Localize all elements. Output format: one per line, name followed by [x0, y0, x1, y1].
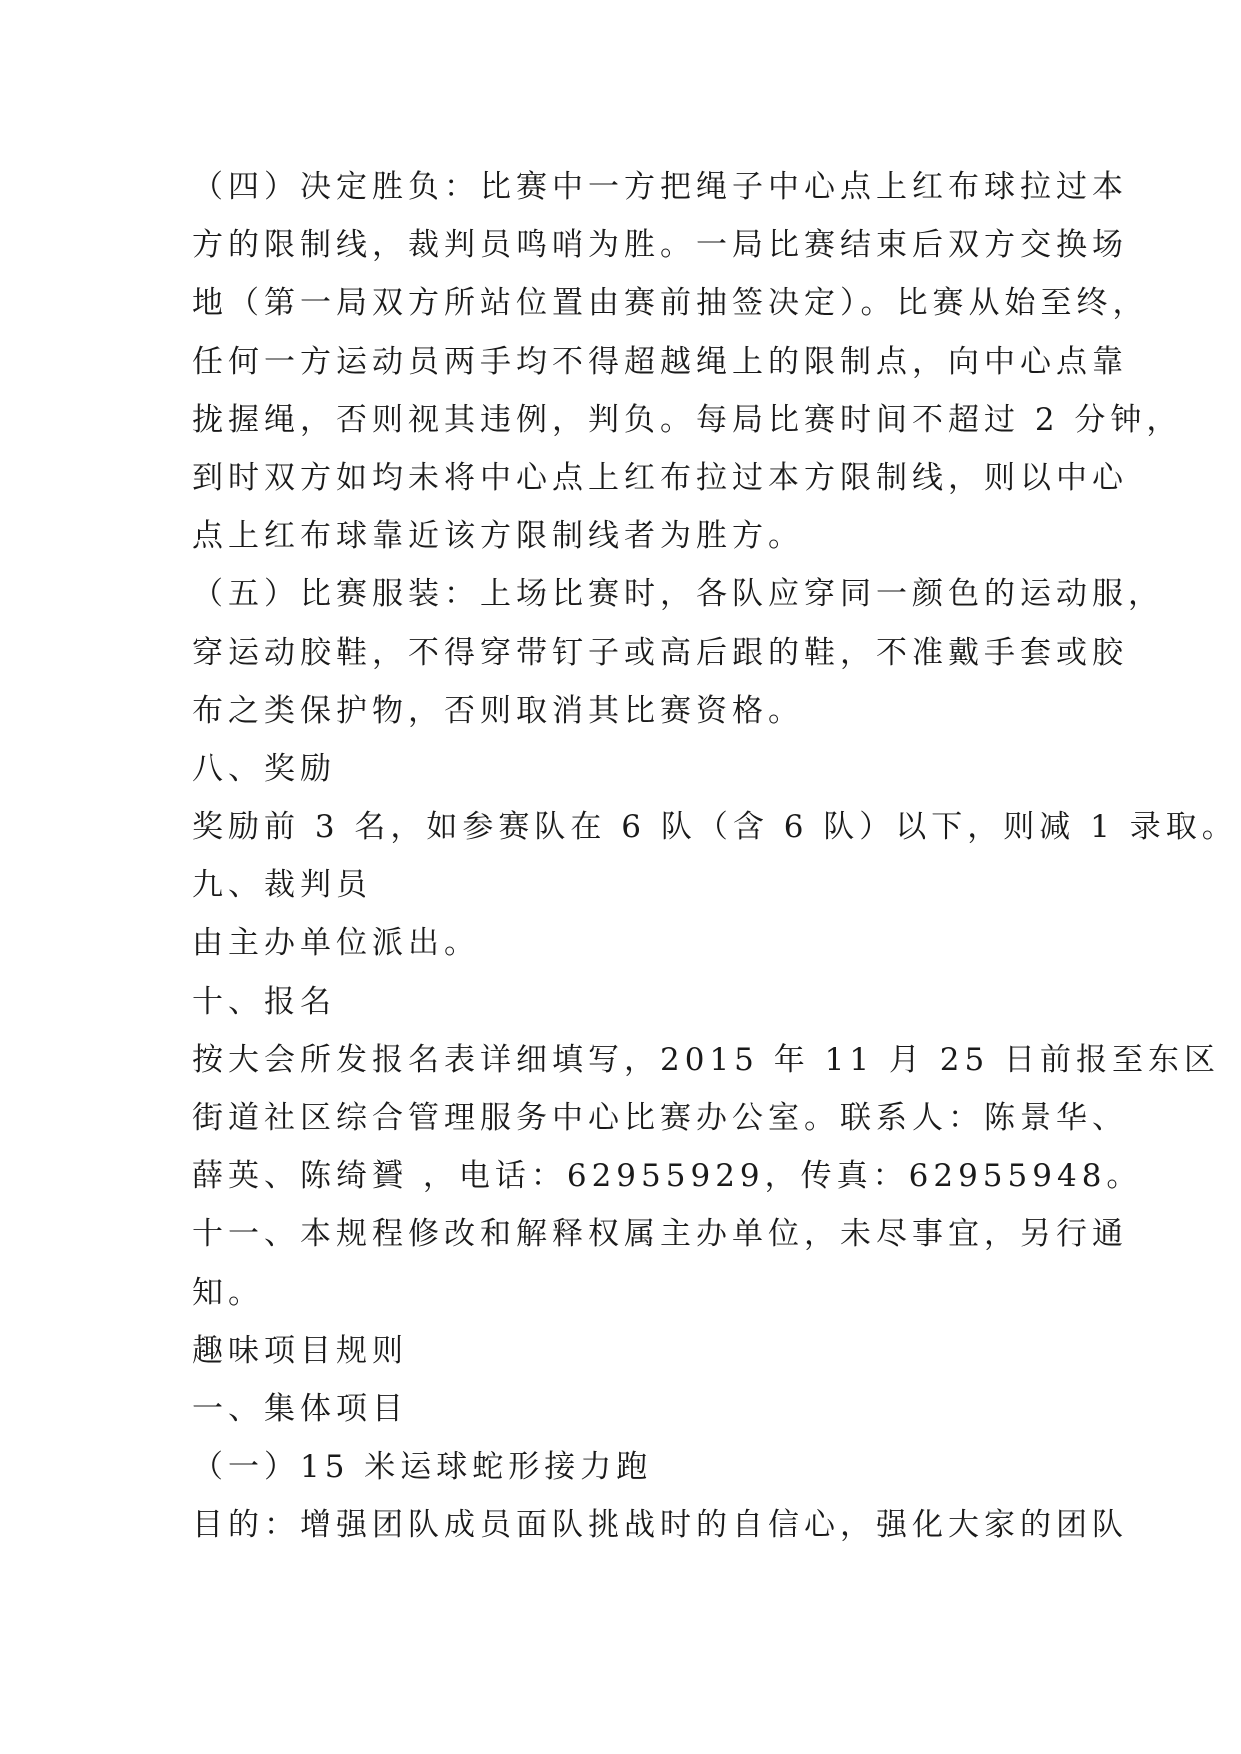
text-line: 穿运动胶鞋，不得穿带钉子或高后跟的鞋，不准戴手套或胶 — [192, 634, 1128, 671]
text-line: 方的限制线，裁判员鸣哨为胜。一局比赛结束后双方交换场 — [192, 227, 1128, 264]
subsection-heading: （一）15 米运球蛇形接力跑 — [192, 1449, 653, 1486]
text-line: 薛英、陈绮贇 ，电话：62955929，传真：62955948。 — [192, 1158, 1143, 1195]
section-heading: 十一、本规程修改和解释权属主办单位，未尽事宜，另行通 — [192, 1216, 1128, 1253]
text-line: 奖励前 3 名，如参赛队在 6 队（含 6 队）以下，则减 1 录取。 — [192, 809, 1238, 846]
text-line: 知。 — [192, 1274, 264, 1311]
text-line: 到时双方如均未将中心点上红布拉过本方限制线，则以中心 — [192, 459, 1128, 496]
text-line: （五）比赛服装：上场比赛时，各队应穿同一颜色的运动服， — [192, 576, 1164, 613]
text-line: 地（第一局双方所站位置由赛前抽签决定）。比赛从始至终， — [192, 285, 1149, 322]
section-heading: 一、集体项目 — [192, 1390, 408, 1427]
text-line: 由主办单位派出。 — [192, 925, 480, 962]
section-heading: 十、报名 — [192, 983, 336, 1020]
text-line: 任何一方运动员两手均不得超越绳上的限制点，向中心点靠 — [192, 343, 1128, 380]
section-heading: 九、裁判员 — [192, 867, 372, 904]
document-body — [192, 158, 1238, 1555]
text-line: 目的：增强团队成员面队挑战时的自信心，强化大家的团队 — [192, 1507, 1128, 1544]
text-line: 拢握绳，否则视其违例，判负。每局比赛时间不超过 2 分钟， — [192, 401, 1183, 438]
text-line: （四）决定胜负：比赛中一方把绳子中心点上红布球拉过本 — [192, 169, 1128, 205]
text-line: 街道社区综合管理服务中心比赛办公室。联系人：陈景华、 — [192, 1100, 1128, 1136]
section-heading: 八、奖励 — [192, 750, 336, 787]
section-heading: 趣味项目规则 — [192, 1332, 408, 1369]
text-line: 按大会所发报名表详细填写，2015 年 11 月 25 日前报至东区 — [192, 1041, 1221, 1078]
text-line: 点上红布球靠近该方限制线者为胜方。 — [192, 518, 804, 555]
text-line: 布之类保护物，否则取消其比赛资格。 — [192, 692, 804, 729]
